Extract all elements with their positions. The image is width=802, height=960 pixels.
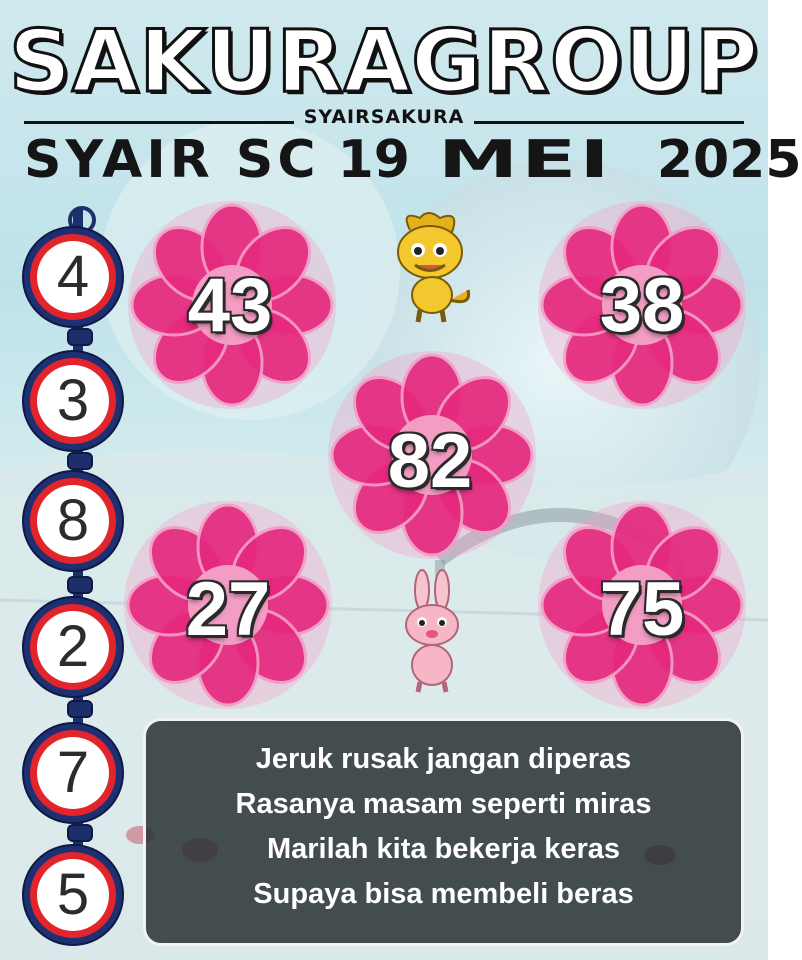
digit-2: 3 [37, 365, 109, 437]
digit-1: 4 [37, 241, 109, 313]
flower-number-2: 38 [599, 263, 685, 348]
flower-number-1: 43 [187, 263, 273, 348]
flower-number-3: 82 [387, 419, 473, 504]
rabbit-mascot-icon [392, 570, 472, 695]
flower-number-5: 75 [599, 567, 685, 652]
poem-line-3: Marilah kita bekerja keras [266, 833, 621, 865]
digit-4: 2 [37, 611, 109, 683]
date-year: 2025 [656, 130, 802, 190]
date-day: 19 [337, 130, 410, 190]
poem-line-4: Supaya bisa membeli beras [253, 878, 634, 910]
poem-line-1: Jeruk rusak jangan diperas [255, 743, 632, 775]
digit-3: 8 [37, 485, 109, 557]
brand-subtitle-text: SYAIRSAKURA [303, 106, 465, 128]
brand-title: SAKURAGROUP [8, 12, 760, 112]
flower-number-4: 27 [185, 567, 271, 652]
poem-line-2: Rasanya masam seperti miras [235, 788, 652, 820]
digit-5: 7 [37, 737, 109, 809]
poem-box [143, 718, 744, 946]
date-month: MEI [438, 130, 613, 190]
digit-6: 5 [37, 859, 109, 931]
dragon-mascot-icon [380, 210, 480, 325]
date-prefix: SYAIR SC [24, 130, 320, 190]
